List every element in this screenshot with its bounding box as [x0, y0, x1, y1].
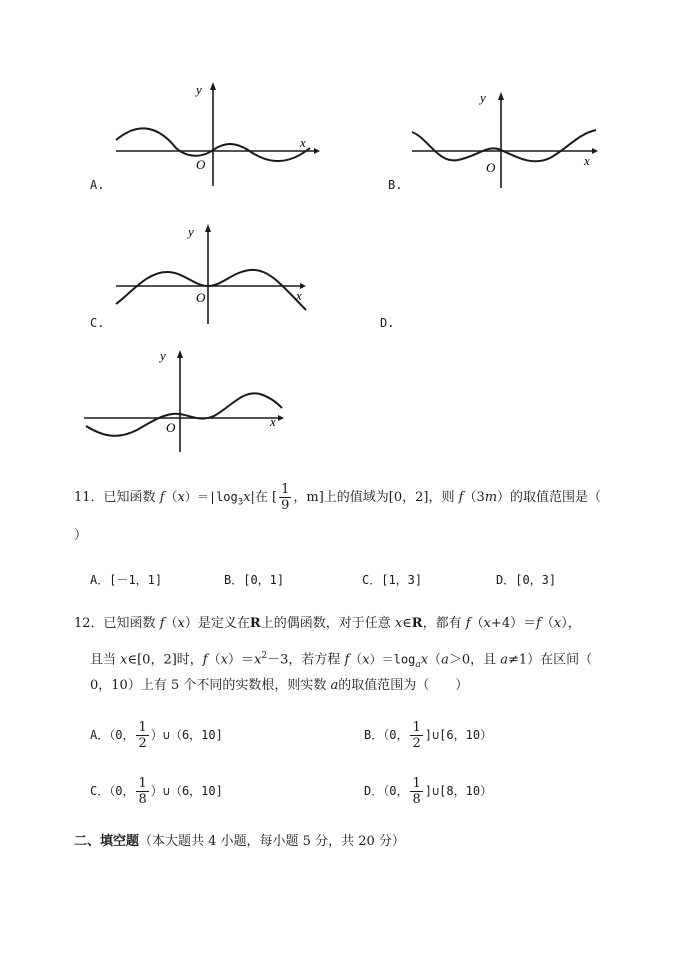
graph-b — [408, 88, 604, 190]
question-11-stem: 11．已知函数 $f(x)=|\log_3x|$在 [ $\frac{1}{9}$ ，m]上的值域为[0，2]，则 f（3m）的取值范围是（ — [74, 482, 602, 513]
x-axis-arrow — [278, 415, 284, 421]
x-label: x — [270, 414, 276, 429]
y-label: y — [188, 224, 194, 239]
x-label: x — [300, 135, 306, 150]
curve — [116, 270, 306, 310]
fraction: $\frac{1}{8}$ — [138, 776, 147, 807]
label-b: B. — [388, 178, 403, 192]
question-12-line1: 12．已知函数 f（x）是定义在R上的偶函数，对于任意 x∈R，都有 f（x+4）＝f（x）， — [74, 616, 581, 631]
q12-option-c[interactable]: C．（0， $\frac{1}{8}$ ）∪（6，10] — [90, 776, 223, 807]
label-a: A. — [90, 178, 105, 192]
question-11-stem-line2: ） — [74, 528, 88, 543]
q12-option-b[interactable]: B．（0， $\frac{1}{2}$ ]∪[6，10） — [364, 720, 493, 751]
y-label: y — [160, 348, 166, 363]
origin-label: O — [196, 157, 206, 172]
x-axis-arrow — [592, 148, 598, 154]
y-axis-arrow — [498, 92, 504, 100]
q11-option-d[interactable]: D．[0，3] — [496, 573, 557, 587]
q11-option-c[interactable]: C．[1，3] — [362, 573, 423, 587]
label-c: C. — [90, 316, 105, 330]
y-label: y — [196, 82, 202, 97]
fraction-one-ninth: $\frac{1}{9}$ — [281, 482, 290, 513]
curve — [86, 393, 282, 435]
q12-option-a[interactable]: A．（0， $\frac{1}{2}$ ）∪（6，10] — [90, 720, 223, 751]
q12-option-d[interactable]: D．（0， $\frac{1}{8}$ ]∪[8，10） — [364, 776, 493, 807]
section-2-note: （本大题共 4 小题，每小题 5 分，共 20 分） — [139, 834, 405, 849]
origin-label: O — [196, 290, 206, 305]
fraction: $\frac{1}{8}$ — [412, 776, 421, 807]
x-label: x — [584, 153, 590, 168]
q11-option-b[interactable]: B．[0，1] — [224, 573, 285, 587]
x-axis-arrow — [314, 148, 320, 154]
question-12-line2: 且当 x∈[0，2]时，$f(x)=x^2-3$，若方程 $f(x)=\log_ax(a>0$，且 a≠1）在区间（ — [90, 651, 593, 670]
section-2-title: 二、填空题 — [74, 834, 140, 849]
label-d: D. — [380, 316, 395, 330]
fraction: $\frac{1}{2}$ — [138, 720, 147, 751]
graph-d — [82, 346, 288, 456]
section-2-heading — [74, 832, 405, 852]
graph-c — [112, 220, 312, 328]
origin-label: O — [166, 420, 176, 435]
curve — [412, 130, 596, 161]
q11-option-a[interactable]: A．[－1，1] — [90, 573, 163, 587]
graph-a — [110, 80, 320, 190]
y-axis-arrow — [210, 82, 216, 90]
y-axis-arrow — [177, 350, 183, 358]
x-label: x — [296, 288, 302, 303]
y-label: y — [480, 90, 486, 105]
question-12-line3: 0，10）上有 5 个不同的实数根，则实数 a的取值范围为（ ） — [90, 678, 469, 693]
fraction: $\frac{1}{2}$ — [412, 720, 421, 751]
origin-label: O — [486, 160, 496, 175]
y-axis-arrow — [205, 224, 211, 232]
